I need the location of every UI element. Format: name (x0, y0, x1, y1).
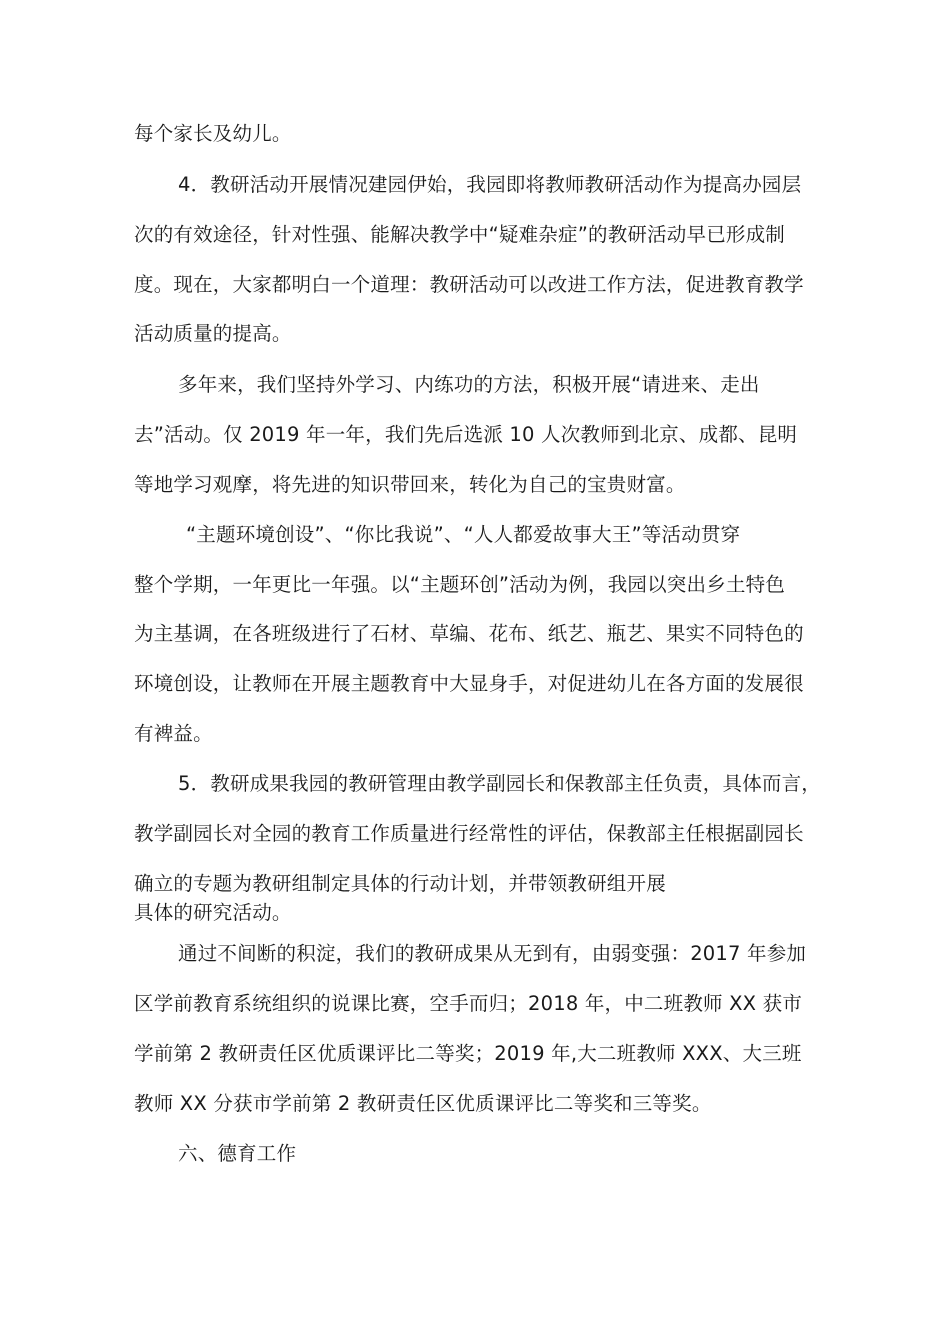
text-line-18: 通过不间断的积淀，我们的教研成果从无到有，由弱变强：2017 年参加 (178, 942, 807, 965)
text-line-10: 整个学期，一年更比一年强。以“主题环创”活动为例，我园以突出乡土特色 (134, 573, 786, 596)
text-line-21: 教师 XX 分获市学前第 2 教研责任区优质课评比二等奖和三等奖。 (134, 1092, 712, 1115)
text-line-4: 度。现在，大家都明白一个道理：教研活动可以改进工作方法，促进教育教学 (134, 273, 804, 296)
text-line-20: 学前第 2 教研责任区优质课评比二等奖；2019 年,大二班教师 XXX、大三班 (134, 1042, 802, 1065)
text-line-6: 多年来，我们坚持外学习、内练功的方法，积极开展“请进来、走出 (178, 373, 760, 396)
text-line-3: 次的有效途径，针对性强、能解决教学中“疑难杂症”的教研活动早已形成制 (134, 223, 786, 246)
section-heading: 六、德育工作 (178, 1142, 297, 1165)
text-line-16: 确立的专题为教研组制定具体的行动计划，并带领教研组开展 (134, 872, 666, 895)
text-line-12: 环境创设，让教师在开展主题教育中大显身手，对促进幼儿在各方面的发展很 (134, 672, 804, 695)
text-line-15: 教学副园长对全园的教育工作质量进行经常性的评估，保教部主任根据副园长 (134, 822, 804, 845)
text-line-5: 活动质量的提高。 (134, 322, 292, 345)
text-line-13: 有裨益。 (134, 722, 213, 745)
text-line-19: 区学前教育系统组织的说课比赛，空手而归；2018 年，中二班教师 XX 获市 (134, 992, 803, 1015)
text-line-9: “主题环境创设”、“你比我说”、“人人都爱故事大王”等活动贯穿 (186, 523, 741, 546)
text-line-14: 5．教研成果我园的教研管理由教学副园长和保教部主任负责，具体而言， (178, 772, 822, 795)
text-line-17: 具体的研究活动。 (134, 901, 292, 924)
text-line-1: 每个家长及幼儿。 (134, 122, 292, 145)
text-line-8: 等地学习观摩，将先进的知识带回来，转化为自己的宝贵财富。 (134, 473, 686, 496)
text-line-7: 去”活动。仅 2019 年一年，我们先后选派 10 人次教师到北京、成都、昆明 (134, 423, 798, 446)
text-line-11: 为主基调，在各班级进行了石材、草编、花布、纸艺、瓶艺、果实不同特色的 (134, 622, 804, 645)
text-line-2: 4．教研活动开展情况建园伊始，我园即将教师教研活动作为提高办园层 (178, 173, 802, 196)
